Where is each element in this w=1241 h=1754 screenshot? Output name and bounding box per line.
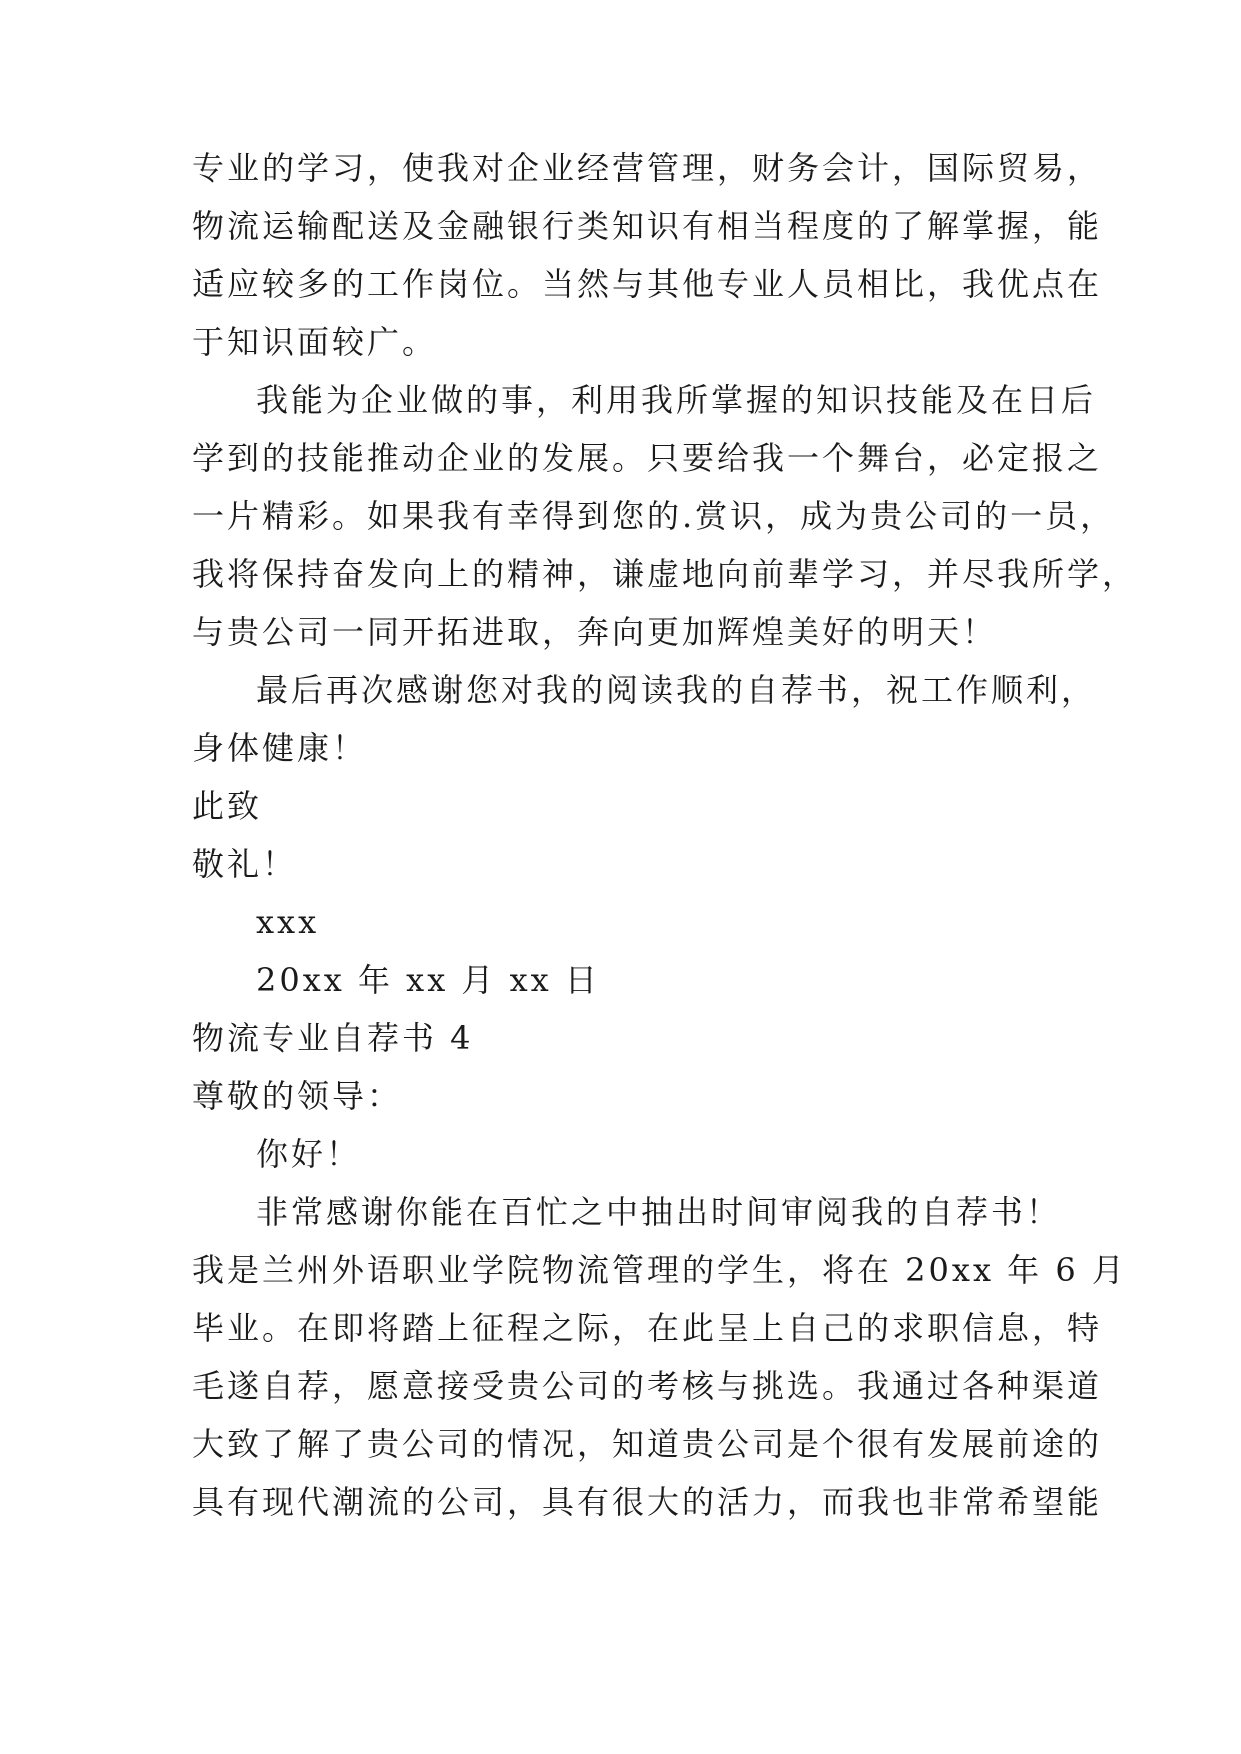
closing-regards: 敬礼！ bbox=[192, 845, 298, 883]
closing-salutation: 此致 bbox=[192, 787, 263, 825]
text-line: 我将保持奋发向上的精神，谦虚地向前辈学习，并尽我所学， bbox=[192, 555, 1138, 593]
text-line: 一片精彩。如果我有幸得到您的.赏识，成为贵公司的一员， bbox=[192, 497, 1116, 535]
text-line: 毕业。在即将踏上征程之际，在此呈上自己的求职信息，特 bbox=[192, 1309, 1103, 1347]
signature-date: 20xx 年 xx 月 xx 日 bbox=[256, 961, 600, 999]
text-line: 我是兰州外语职业学院物流管理的学生，将在 20xx 年 6 月 bbox=[192, 1251, 1127, 1289]
text-line: 物流运输配送及金融银行类知识有相当程度的了解掌握，能 bbox=[192, 207, 1103, 245]
text-line: 于知识面较广。 bbox=[192, 323, 438, 361]
text-line: 适应较多的工作岗位。当然与其他专业人员相比，我优点在 bbox=[192, 265, 1103, 303]
greeting: 你好！ bbox=[256, 1135, 362, 1173]
signature-name: xxx bbox=[256, 903, 320, 941]
text-line: 学到的技能推动企业的发展。只要给我一个舞台，必定报之 bbox=[192, 439, 1103, 477]
text-line: 非常感谢你能在百忙之中抽出时间审阅我的自荐书！ bbox=[256, 1193, 1062, 1231]
letter-salutation: 尊敬的领导： bbox=[192, 1077, 403, 1115]
text-line: 身体健康！ bbox=[192, 729, 368, 767]
text-line: 我能为企业做的事，利用我所掌握的知识技能及在日后 bbox=[256, 381, 1097, 419]
text-line: 与贵公司一同开拓进取，奔向更加辉煌美好的明天！ bbox=[192, 613, 998, 651]
text-line: 最后再次感谢您对我的阅读我的自荐书，祝工作顺利， bbox=[256, 671, 1097, 709]
text-line: 毛遂自荐，愿意接受贵公司的考核与挑选。我通过各种渠道 bbox=[192, 1367, 1103, 1405]
text-line: 专业的学习，使我对企业经营管理，财务会计，国际贸易， bbox=[192, 149, 1103, 187]
text-line: 具有现代潮流的公司，具有很大的活力，而我也非常希望能 bbox=[192, 1483, 1103, 1521]
text-line: 大致了解了贵公司的情况，知道贵公司是个很有发展前途的 bbox=[192, 1425, 1103, 1463]
section-title: 物流专业自荐书 4 bbox=[192, 1019, 474, 1057]
